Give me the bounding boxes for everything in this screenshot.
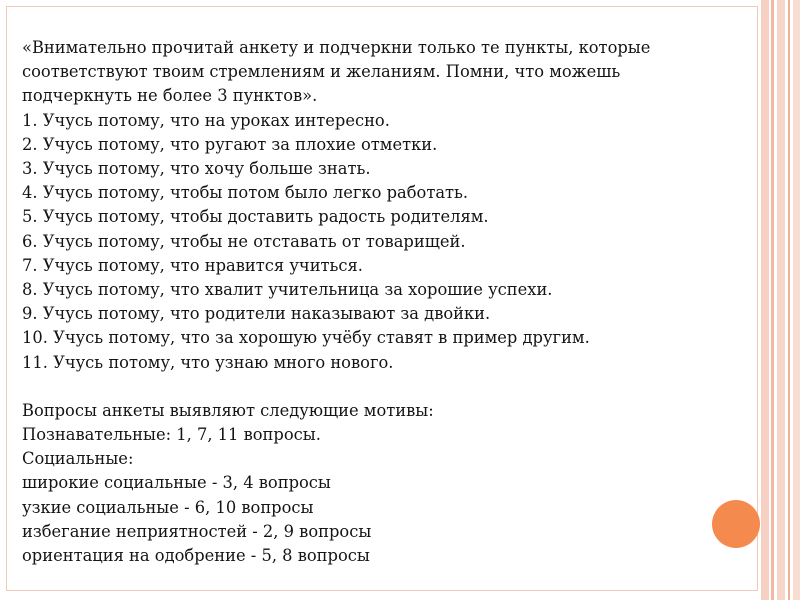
- motive-narrow-social: узкие социальные - 6, 10 вопросы: [22, 497, 314, 517]
- spacer: [22, 375, 752, 399]
- questionnaire-item: 5. Учусь потому, чтобы доставить радость родителям.: [22, 207, 489, 227]
- decorative-stripe: [771, 0, 774, 600]
- questionnaire-item: 4. Учусь потому, чтобы потом было легко работать.: [22, 183, 469, 203]
- questionnaire-item: 6. Учусь потому, чтобы не отставать от товарищей.: [22, 231, 466, 251]
- questionnaire-item: 3. Учусь потому, что хочу больше знать.: [22, 159, 371, 179]
- questionnaire-item: 8. Учусь потому, что хвалит учительница за хорошие успехи.: [22, 280, 553, 300]
- motive-approval: ориентация на одобрение - 5, 8 вопросы: [22, 546, 370, 566]
- decorative-stripe: [788, 0, 790, 600]
- questionnaire-item: 1. Учусь потому, что на уроках интересно.: [22, 110, 390, 130]
- decorative-stripe: [777, 0, 785, 600]
- questionnaire-item: 2. Учусь потому, что ругают за плохие отметки.: [22, 134, 438, 154]
- questionnaire-item: 11. Учусь потому, что узнаю много нового.: [22, 352, 394, 372]
- motive-cognitive: Познавательные: 1, 7, 11 вопросы.: [22, 425, 321, 445]
- decorative-stripe: [793, 0, 800, 600]
- motive-avoidance: избегание неприятностей - 2, 9 вопросы: [22, 521, 372, 541]
- questionnaire-item: 10. Учусь потому, что за хорошую учёбу ставят в пример другим.: [22, 328, 590, 348]
- motive-broad-social: широкие социальные - 3, 4 вопросы: [22, 473, 331, 493]
- decorative-stripe: [761, 0, 769, 600]
- intro-instruction: «Внимательно прочитай анкету и подчеркни только те пункты, которые соответствуют твоим стремлениям и желаниям. Помни, что можешь подчеркнуть не более 3 пунктов».: [22, 38, 651, 106]
- motive-social-heading: Социальные:: [22, 449, 134, 469]
- slide-text: [22, 36, 752, 568]
- questionnaire-item: 9. Учусь потому, что родители наказывают за двойки.: [22, 304, 491, 324]
- questionnaire-item: 7. Учусь потому, что нравится учиться.: [22, 255, 363, 275]
- motives-heading: Вопросы анкеты выявляют следующие мотивы:: [22, 400, 434, 420]
